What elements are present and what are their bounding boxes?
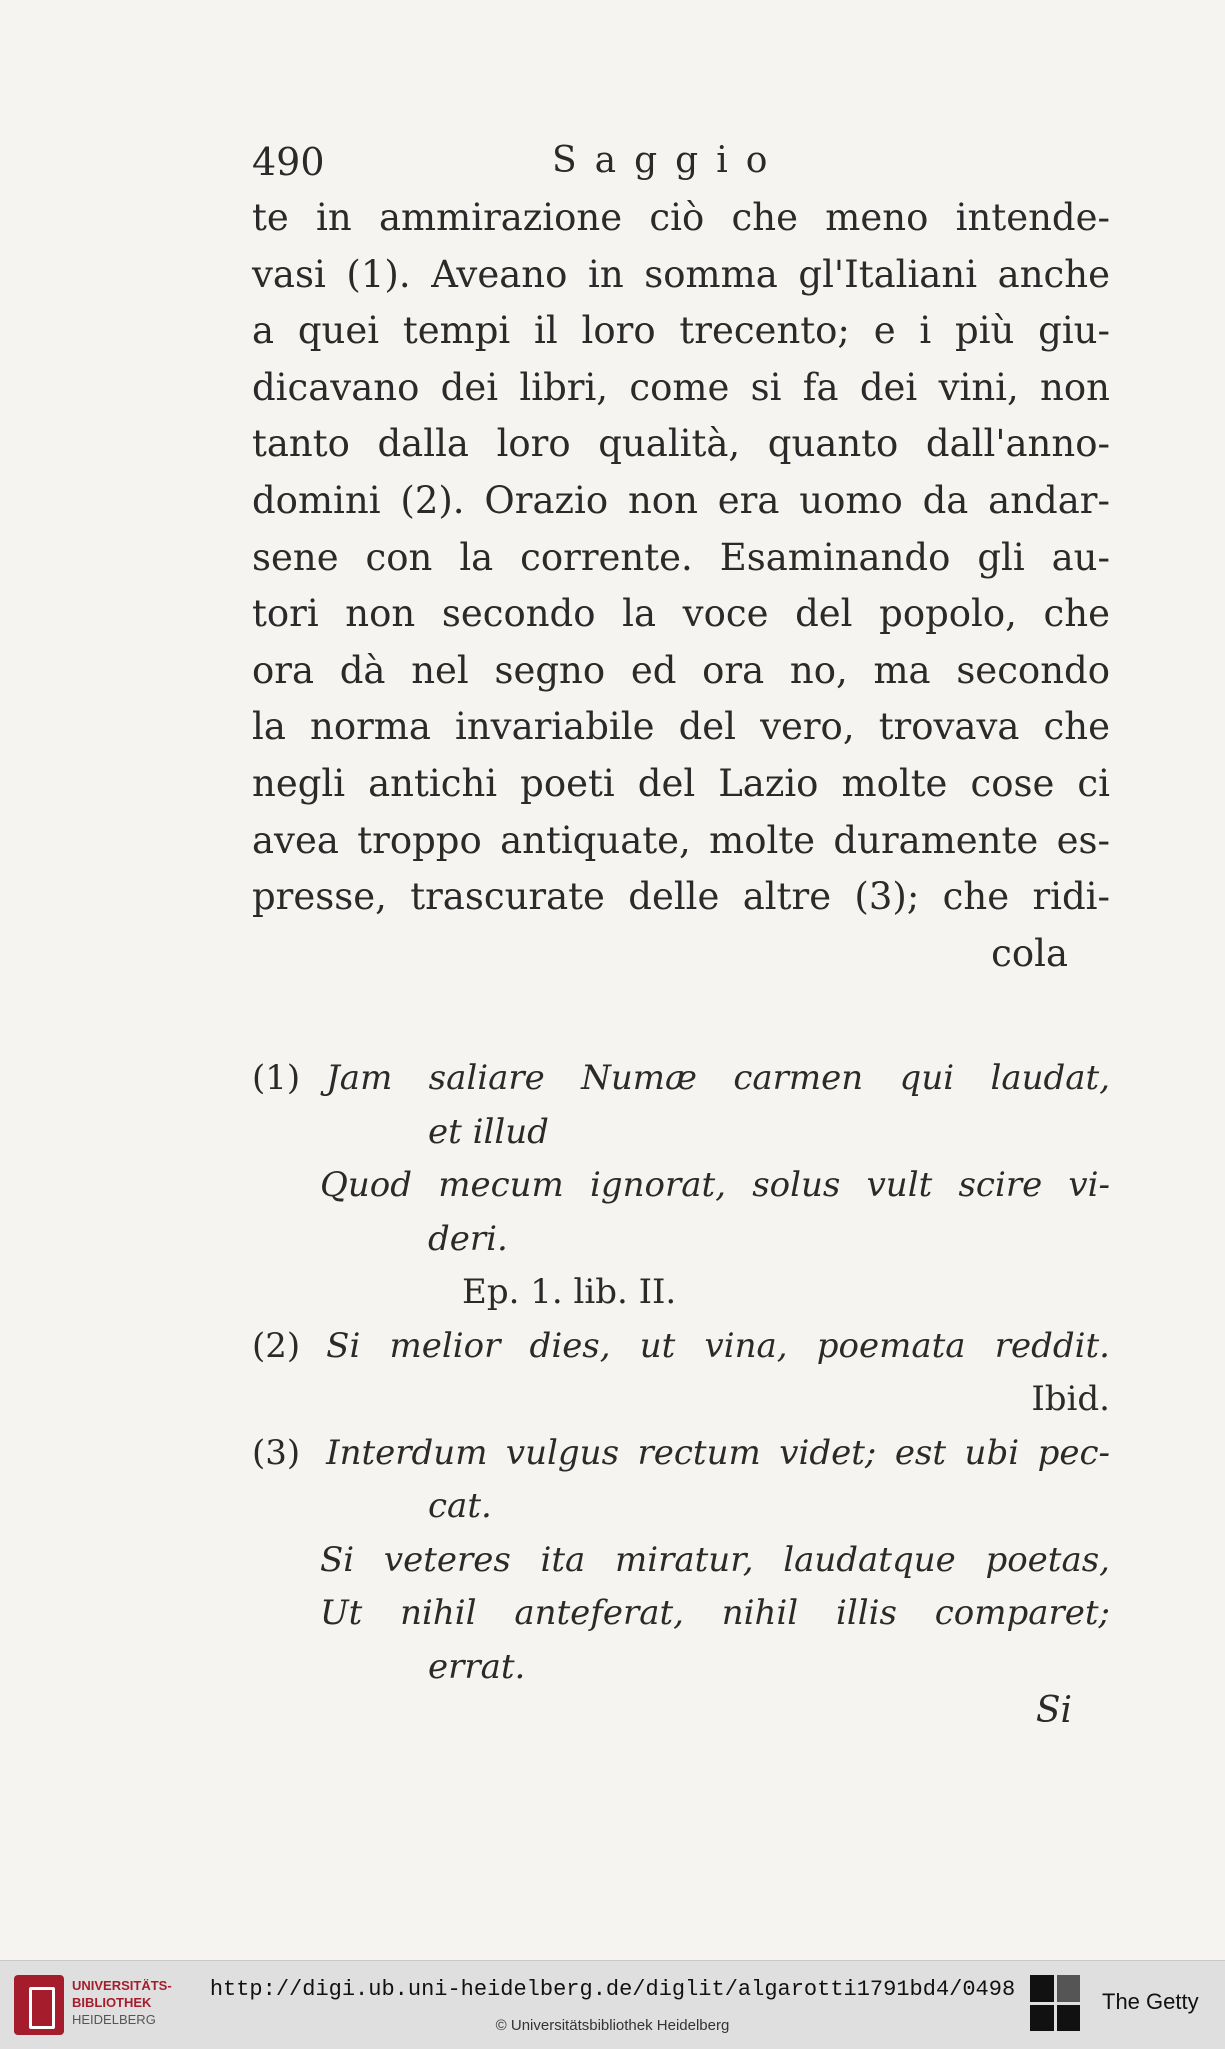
footnotes	[252, 1052, 1110, 1694]
text-line-end: cola	[991, 931, 1068, 975]
text-line: presse, trascurate delle altre (3); che ridi-	[252, 875, 1110, 919]
footnote-reference: Ibid.	[1031, 1379, 1110, 1419]
body-text	[252, 190, 1110, 982]
footnote-line: Si veteres ita miratur, laudatque poetas,	[320, 1539, 1110, 1580]
footnote-number: (2)	[252, 1325, 301, 1366]
footnote-line: cat.	[428, 1486, 492, 1526]
catchword: Si	[1035, 1690, 1072, 1731]
footnote-1: (1) Jam saliare Numæ carmen qui laudat,	[252, 1058, 1110, 1098]
copyright-notice: © Universitätsbibliothek Heidelberg	[495, 2017, 730, 2034]
page-number: 490	[252, 140, 325, 184]
footnote-line: Quod mecum ignorat, solus vult scire vi-	[320, 1165, 1110, 1205]
text-line: te in ammirazione ciò che meno intende-	[252, 196, 1110, 239]
library-name-line: UNIVERSITÄTS-	[72, 1978, 172, 1993]
text-line: tori non secondo la voce del popolo, che	[252, 592, 1110, 636]
footnote-2: (2) Si melior dies, ut vina, poemata reddit.	[252, 1325, 1110, 1366]
permalink-url[interactable]: http://digi.ub.uni-heidelberg.de/diglit/algarotti1791bd4/0498	[209, 1977, 1016, 2002]
footnote-line: deri.	[428, 1218, 508, 1259]
library-name-line: BIBLIOTHEK	[72, 1995, 152, 2010]
footnote-number: (3)	[252, 1432, 301, 1473]
running-header	[252, 140, 1112, 184]
text-line: domini (2). Orazio non era uomo da andar-	[252, 478, 1110, 522]
partner-name[interactable]: The Getty	[1102, 1989, 1199, 2014]
text-line: a quei tempi il loro trecento; e i più giu-	[252, 309, 1110, 353]
viewer-footer	[0, 1960, 1225, 2049]
footnote-number: (1)	[252, 1058, 301, 1098]
text-line: tanto dalla loro qualità, quanto dall'anno-	[252, 422, 1110, 466]
text-line: vasi (1). Aveano in somma gl'Italiani anche	[252, 252, 1110, 296]
running-title: Saggio	[552, 140, 786, 181]
footnote-line: et illud	[428, 1111, 549, 1152]
text-line: ora dà nel segno ed ora no, ma secondo	[252, 648, 1110, 692]
text-line: la norma invariabile del vero, trovava che	[252, 705, 1110, 749]
footnote-line: Ut nihil anteferat, nihil illis comparet;	[320, 1593, 1110, 1633]
footnote-reference: Ep. 1. lib. II.	[462, 1272, 677, 1312]
text-line: sene con la corrente. Esaminando gli au-	[252, 535, 1110, 579]
library-name-line: HEIDELBERG	[72, 2012, 156, 2027]
text-line: avea troppo antiquate, molte duramente es-	[252, 818, 1110, 862]
footnote-3: (3) Interdum vulgus rectum videt; est ubi pec-	[252, 1432, 1110, 1473]
getty-logo-icon[interactable]	[1030, 1975, 1080, 2031]
text-line: dicavano dei libri, come si fa dei vini, non	[252, 365, 1110, 409]
text-line: negli antichi poeti del Lazio molte cose ci	[252, 761, 1110, 805]
footnote-line: errat.	[428, 1646, 526, 1687]
